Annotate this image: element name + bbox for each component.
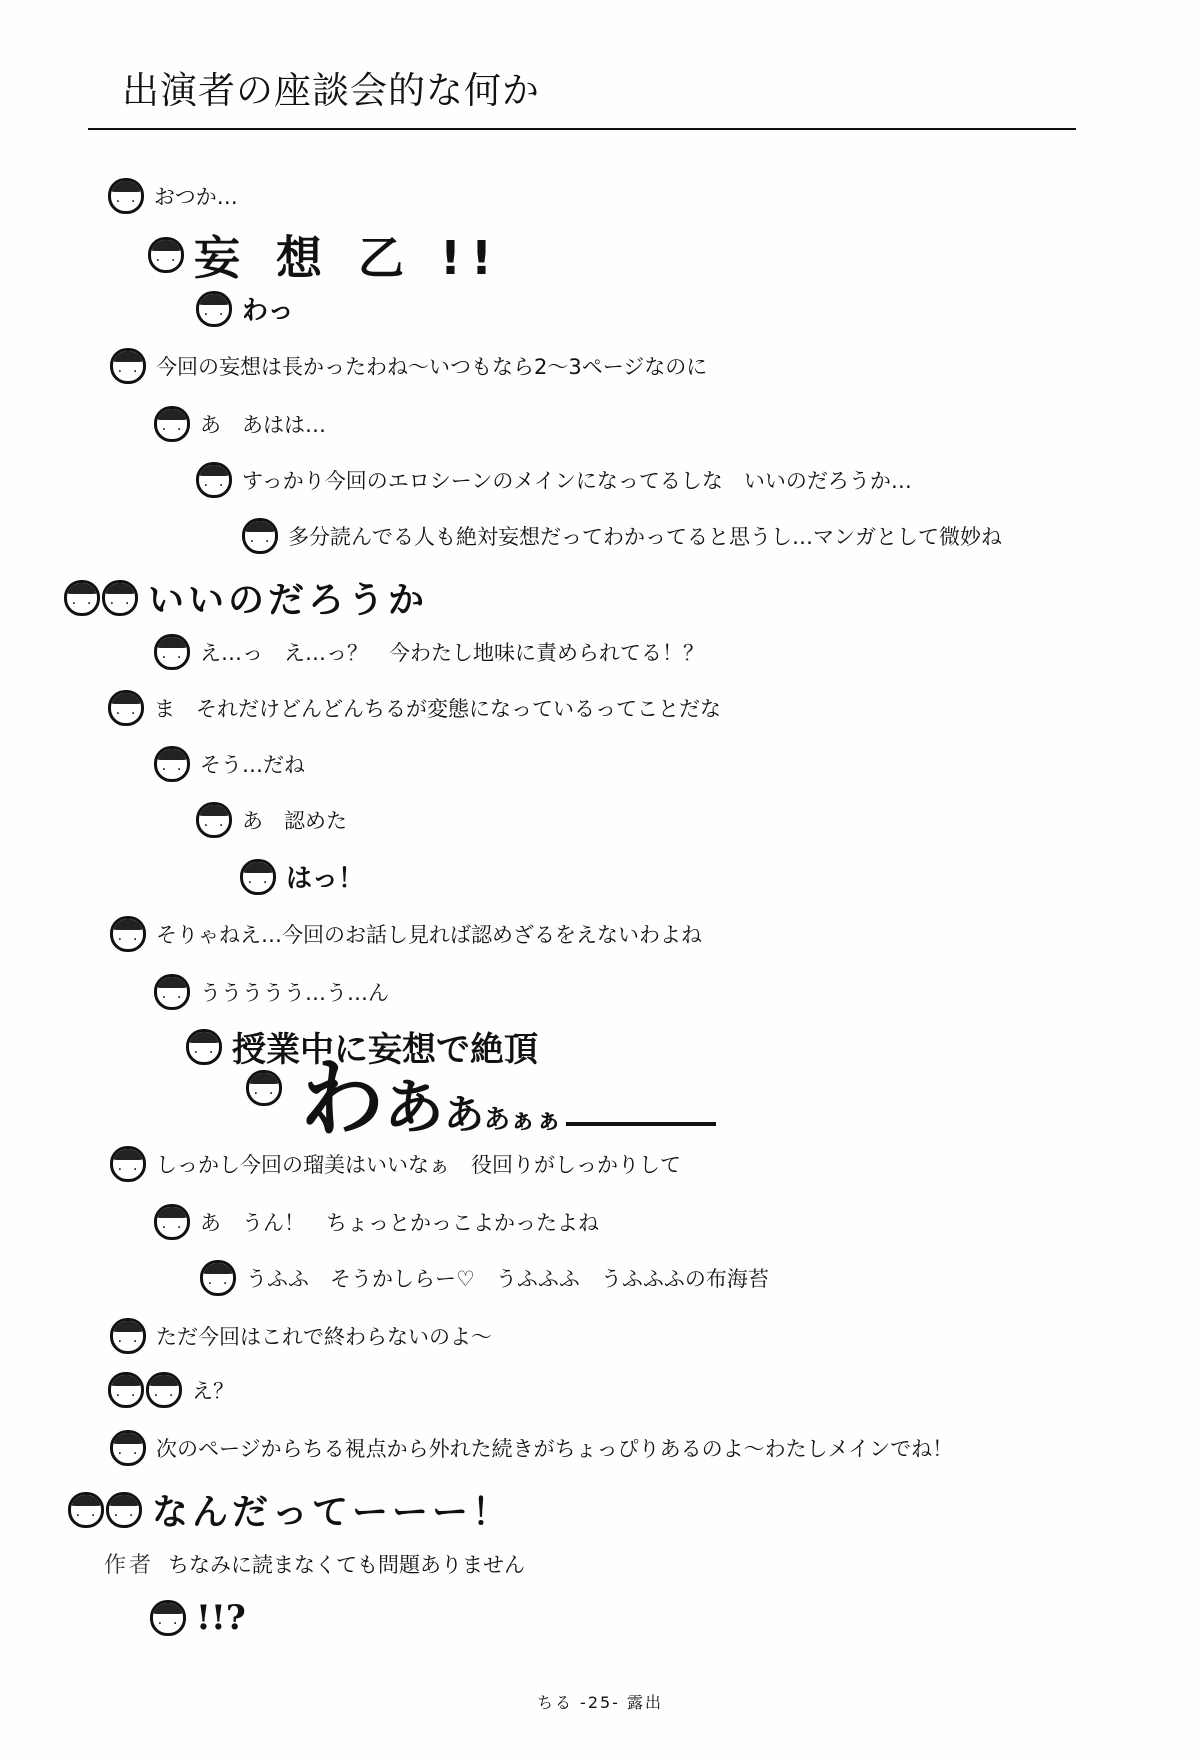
character-face-icon [246, 1070, 282, 1106]
dialogue-text: そりゃねえ…今回のお話し見れば認めざるをえないわよね [156, 923, 702, 947]
dialogue-text: あ うん！ ちょっとかっこよかったよね [200, 1211, 599, 1235]
character-face-icon [64, 580, 100, 616]
character-face-icon [200, 1260, 236, 1296]
dialogue-line [196, 462, 912, 498]
dialogue-line [108, 690, 721, 726]
character-face-icon [146, 1372, 182, 1408]
character-face-icon [196, 802, 232, 838]
dialogue-line [110, 1430, 953, 1466]
character-face-icon [110, 1318, 146, 1354]
dialogue-text: うふふ そうかしらー♡ うふふふ うふふふの布海苔 [246, 1267, 769, 1291]
dialogue-text: !!? [196, 1598, 246, 1638]
character-face-icon [196, 291, 232, 327]
title-divider [88, 128, 1076, 130]
dialogue-line [154, 1204, 599, 1240]
character-face-icon [196, 462, 232, 498]
dialogue-text: はっ！ [286, 864, 365, 894]
scream-char: あぁぁ [484, 1105, 562, 1135]
dialogue-line [104, 1548, 525, 1579]
dialogue-line [108, 1372, 234, 1408]
dialogue-line [196, 802, 347, 838]
dialogue-text: すっかり今回のエロシーンのメインになってるしな いいのだろうか… [242, 469, 912, 493]
dialogue-line [110, 1318, 492, 1354]
dialogue-line [196, 290, 294, 327]
dialogue-line [154, 974, 389, 1010]
dialogue-line [108, 178, 238, 214]
dialogue-text: 今回の妄想は長かったわね～いつもなら2～3ページなのに [156, 355, 708, 379]
dialogue-line [110, 1146, 681, 1182]
character-face-icon [186, 1029, 222, 1065]
character-face-icon [154, 746, 190, 782]
dialogue-line [240, 858, 364, 895]
dialogue-text: しっかし今回の瑠美はいいなぁ 役回りがしっかりして [156, 1153, 681, 1177]
page-footer: ちる -25- 露出 [536, 1693, 664, 1712]
dialogue-line [110, 348, 707, 384]
dialogue-text: あ あはは… [200, 413, 326, 437]
scream-char: あ [444, 1091, 485, 1138]
dialogue-line [246, 1070, 292, 1106]
character-face-icon [110, 1430, 146, 1466]
dialogue-text: そう…だね [200, 753, 305, 777]
dialogue-text: おつか… [154, 185, 238, 209]
dialogue-text: 授業中に妄想で絶頂 [232, 1030, 538, 1070]
character-face-icon [110, 348, 146, 384]
character-face-icon [108, 1372, 144, 1408]
character-face-icon [148, 237, 184, 273]
dialogue-text: 次のページからちる視点から外れた続きがちょっぴりあるのよ～わたしメインでね！ [156, 1437, 954, 1461]
character-face-icon [110, 916, 146, 952]
scream-char: わ [300, 1049, 385, 1148]
dialogue-line [150, 1598, 246, 1638]
page-title: 出演者の座談会的な何か [122, 69, 540, 112]
character-face-icon [108, 690, 144, 726]
character-face-icon [240, 859, 276, 895]
character-face-icon [110, 1146, 146, 1182]
dialogue-text: あ 認めた [242, 809, 347, 833]
dialogue-text: なんだってーーー！ [152, 1492, 513, 1533]
dialogue-line [64, 572, 428, 623]
dialogue-line [242, 518, 1002, 554]
dialogue-line [200, 1260, 769, 1296]
dialogue-text: 妄 想 乙 !! [194, 231, 503, 285]
scream-text [300, 1032, 716, 1153]
character-face-icon [154, 974, 190, 1010]
character-face-icon [154, 1204, 190, 1240]
dialogue-text: ちなみに読まなくても問題ありません [168, 1552, 526, 1577]
dialogue-text: ううううう…う…ん [200, 981, 389, 1005]
character-face-icon [150, 1600, 186, 1636]
character-face-icon [154, 634, 190, 670]
dialogue-line [110, 916, 702, 952]
dialogue-text: 多分読んでる人も絶対妄想だってわかってると思うし…マンガとして微妙ね [288, 525, 1002, 549]
character-face-icon [68, 1492, 104, 1528]
dialogue-text: ま それだけどんどんちるが変態になっているってことだな [154, 697, 721, 721]
dialogue-text: わっ [242, 296, 294, 326]
narrator-label: 作者 [104, 1553, 155, 1578]
character-face-icon [242, 518, 278, 554]
dialogue-text: ただ今回はこれで終わらないのよ～ [156, 1325, 492, 1349]
scream-char: あ [384, 1073, 445, 1143]
dialogue-text: え…っ え…っ？ 今わたし地味に責められてる！？ [200, 641, 704, 665]
scream-dash [566, 1122, 716, 1126]
dialogue-line [154, 406, 326, 442]
character-face-icon [102, 580, 138, 616]
character-face-icon [154, 406, 190, 442]
dialogue-line [148, 222, 502, 288]
character-face-icon [106, 1492, 142, 1528]
dialogue-text: え？ [192, 1379, 234, 1403]
dialogue-text: いいのだろうか [148, 580, 429, 621]
dialogue-line [154, 634, 704, 670]
dialogue-line [68, 1484, 512, 1535]
character-face-icon [108, 178, 144, 214]
dialogue-line [154, 746, 305, 782]
